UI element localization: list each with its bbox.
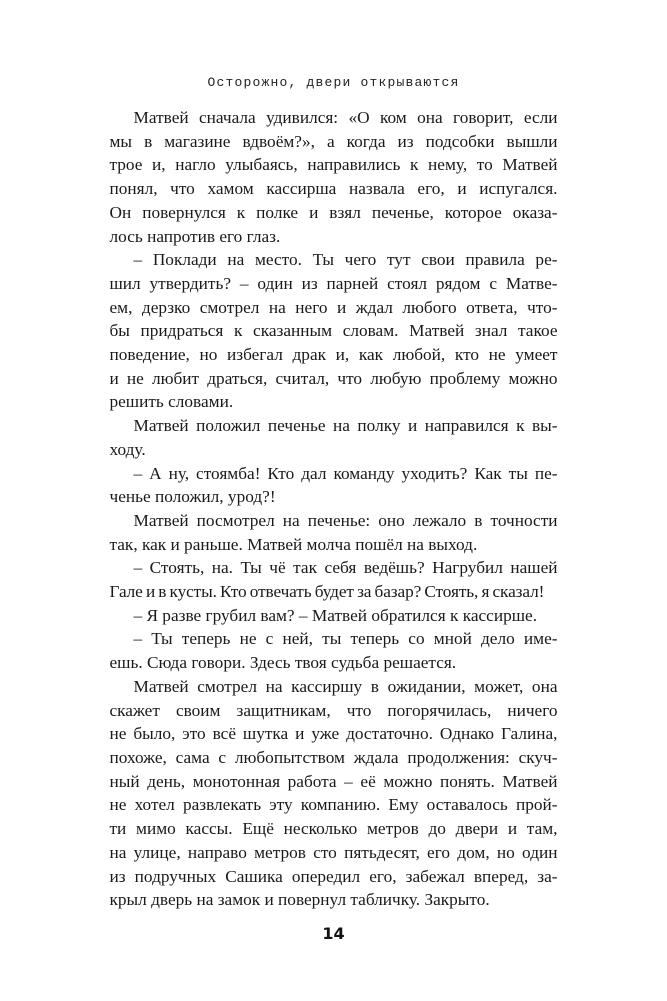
paragraph [110, 675, 558, 912]
text-line: Матвей положил печенье на полку и направился к вы- [133, 416, 558, 436]
text-line: скажет своим защитникам, что погорячилась, ничего [109, 700, 558, 720]
paragraph [110, 604, 558, 628]
text-line: – Стоять, на. Ты чё так себя ведёшь? Нагрубил нашей [133, 558, 558, 578]
text-line: мы в магазине вдвоём?», а когда из подсобки вышли [109, 131, 558, 151]
text-line: – Я разве грубил вам? – Матвей обратился к кассирше. [133, 605, 538, 625]
text-line: Он повернулся к полке и взял печенье, которое оказа- [109, 202, 558, 222]
text-line: не хотел развлекать эту компанию. Ему оставалось прой- [109, 795, 558, 815]
text-line: ходу. [109, 439, 146, 459]
text-line: на улице, направо метров сто пятьдесят, его дом, но один [109, 842, 558, 862]
text-line: Матвей посмотрел на печенье: оно лежало в точности [133, 510, 558, 530]
text-line: решить словами. [109, 392, 234, 412]
paragraph [110, 106, 558, 248]
text-line: ченье положил, урод?! [109, 487, 276, 507]
text-line: – А ну, стоямба! Кто дал команду уходить? Как ты пе- [133, 463, 558, 483]
text-line: Матвей смотрел на кассиршу в ожидании, может, она [133, 676, 558, 696]
text-line: так, как и раньше. Матвей молча пошёл на выход. [109, 534, 478, 554]
text-line: Матвей сначала удивился: «О ком она говорит, если [133, 108, 558, 127]
text-line: и не любит драться, считал, что любую проблему можно [109, 368, 558, 388]
text-line: трое и, нагло улыбаясь, направились к нему, то Матвей [109, 155, 558, 175]
text-line: шил утвердить? – один из парней стоял рядом с Матве- [109, 273, 558, 293]
text-line: Гале и в кусты. Кто отвечать будет за базар? Стоять, я сказал! [109, 582, 545, 602]
text-line: поведение, но избегал драк и, как любой, кто не умеет [109, 345, 558, 365]
text-line: не было, это всё шутка и уже достаточно. Однако Галина, [109, 724, 558, 744]
paragraph [110, 509, 558, 556]
paragraph [110, 556, 558, 603]
text-line: – Поклади на место. Ты чего тут свои правила ре- [133, 250, 558, 270]
paragraph [110, 462, 558, 509]
text-line: – Ты теперь не с ней, ты теперь со мной дело име- [133, 629, 558, 649]
text-line: ти мимо кассы. Ещё несколько метров до двери и там, [109, 819, 558, 839]
text-line: понял, что хамом кассирша назвала его, и испугался. [109, 179, 558, 199]
text-line: лось напротив его глаз. [109, 226, 281, 246]
text-line: из подручных Сашика опередил его, забежал вперед, за- [109, 866, 558, 886]
text-line: ешь. Сюда говори. Здесь твоя судьба решается. [109, 653, 457, 673]
text-line: похоже, сама с любопытством ждала продолжения: скуч- [109, 747, 558, 767]
text-line: крыл дверь на замок и повернул табличку. Закрыто. [109, 890, 490, 910]
running-header: Осторожно, двери открываются [207, 75, 460, 90]
body-text [110, 106, 558, 912]
page-number: 14 [322, 923, 345, 943]
text-line: бы придраться к сказанным словам. Матвей знал такое [109, 321, 558, 341]
paragraph [110, 414, 558, 461]
text-line: ем, дерзко смотрел на него и ждал любого ответа, что- [109, 297, 558, 317]
paragraph [110, 248, 558, 414]
paragraph [110, 627, 558, 674]
text-line: ный день, монотонная работа – её можно понять. Матвей [109, 771, 558, 791]
